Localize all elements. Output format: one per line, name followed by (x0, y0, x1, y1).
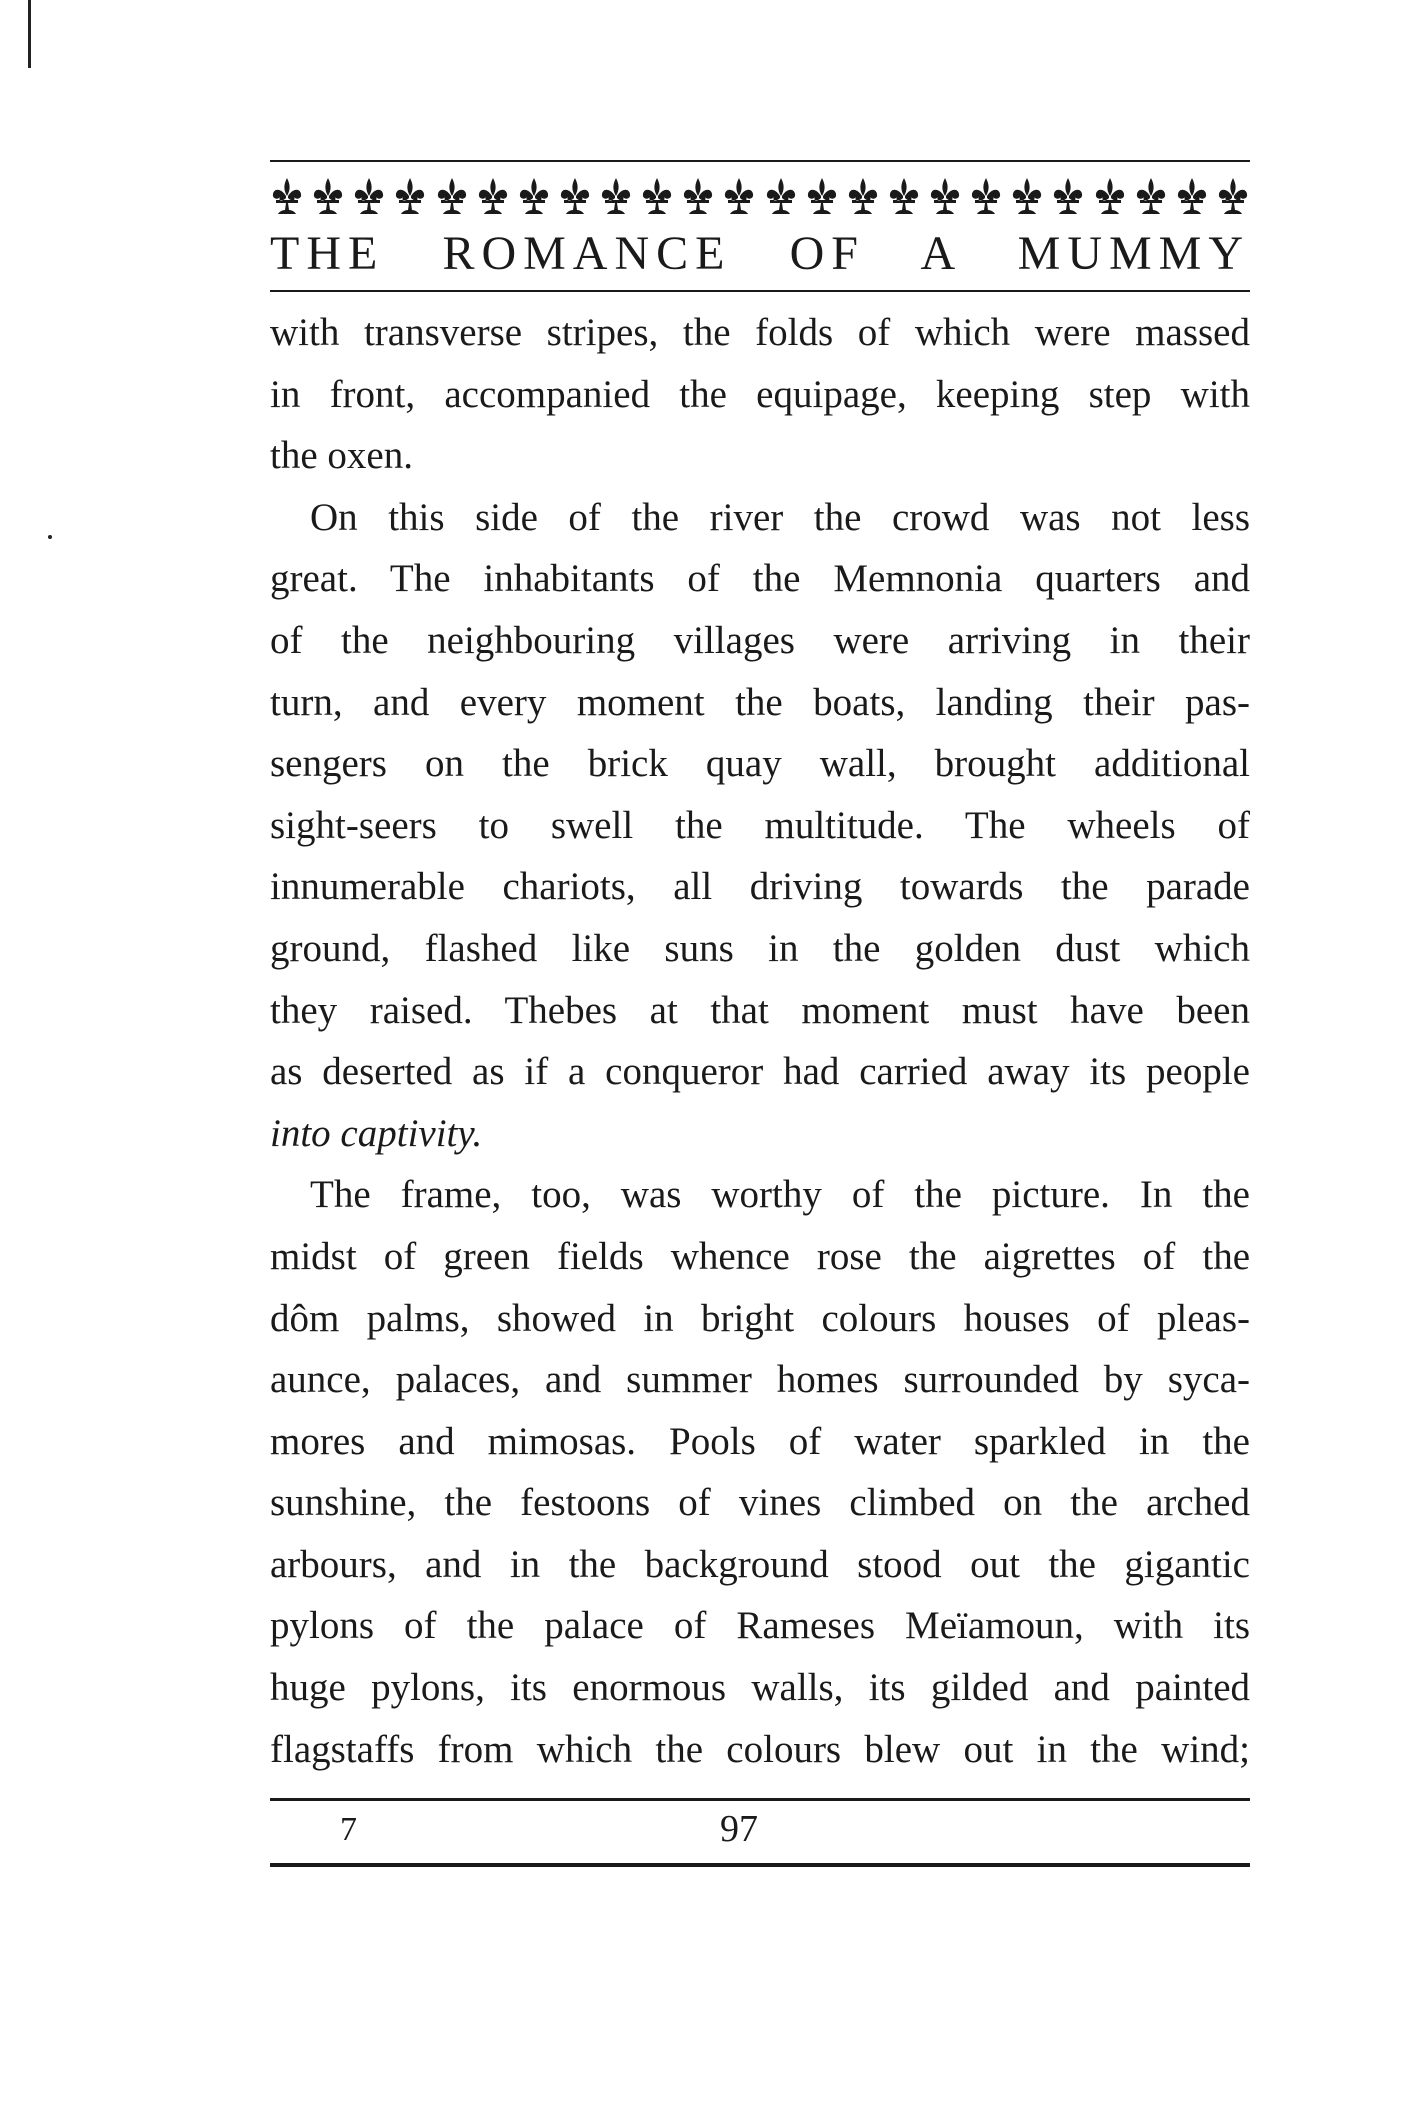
text-line: sunshine, the festoons of vines climbed on the arched (270, 1481, 1250, 1525)
footer-bottom-rule (270, 1863, 1250, 1867)
margin-mark-dot (48, 535, 52, 539)
text-line: The frame, too, was worthy of the picture. In the (310, 1173, 1250, 1217)
text-line: sengers on the brick quay wall, brought additional (270, 742, 1250, 786)
fleur-de-lis-icon (1134, 176, 1168, 216)
top-rule (270, 160, 1250, 162)
text-line: great. The inhabitants of the Memnonia quarters and (270, 557, 1250, 601)
signature-mark: 7 (340, 1811, 357, 1849)
text-line: of the neighbouring villages were arriving in their (270, 618, 1250, 662)
text-line: into captivity. (270, 1111, 483, 1155)
fleur-de-lis-icon (599, 176, 633, 216)
text-line: with transverse stripes, the folds of which were massed (270, 311, 1250, 354)
text-line: turn, and every moment the boats, landing their pas- (270, 680, 1250, 724)
text-line: the oxen. (270, 434, 413, 478)
text-line: huge pylons, its enormous walls, its gilded and painted (270, 1666, 1250, 1710)
fleur-de-lis-icon (270, 176, 304, 216)
fleur-de-lis-icon (1216, 176, 1250, 216)
text-line: pylons of the palace of Rameses Meïamoun, with its (270, 1604, 1250, 1648)
fleur-de-lis-icon (846, 176, 880, 216)
fleur-de-lis-icon (640, 176, 674, 216)
text-line: dôm palms, showed in bright colours houses of pleas- (270, 1296, 1250, 1340)
fleur-de-lis-icon (764, 176, 798, 216)
fleur-de-lis-icon (928, 176, 962, 216)
fleur-de-lis-icon (393, 176, 427, 216)
fleur-de-lis-icon (805, 176, 839, 216)
text-line: innumerable chariots, all driving towards the parade (270, 865, 1250, 909)
fleur-de-lis-icon (435, 176, 469, 216)
fleur-de-lis-icon (517, 176, 551, 216)
fleur-de-lis-icon (352, 176, 386, 216)
fleur-de-lis-icon (311, 176, 345, 216)
fleur-de-lis-icon (969, 176, 1003, 216)
paragraph-1 (270, 302, 1250, 487)
paragraph-3 (270, 1164, 1250, 1780)
text-line: flagstaffs from which the colours blew out in the wind; (270, 1727, 1250, 1771)
text-line: midst of green fields whence rose the aigrettes of the (270, 1234, 1250, 1278)
fleur-de-lis-icon (558, 176, 592, 216)
text-line: On this side of the river the crowd was not less (310, 495, 1250, 539)
fleur-de-lis-icon (476, 176, 510, 216)
fleur-de-lis-icon (1051, 176, 1085, 216)
text-line: mores and mimosas. Pools of water sparkled in the (270, 1419, 1250, 1463)
body-text (270, 302, 1250, 1780)
text-line: arbours, and in the background stood out the gigantic (270, 1542, 1250, 1586)
margin-mark-vertical (28, 0, 31, 68)
running-title: THE ROMANCE OF A MUMMY (270, 227, 1250, 280)
page-number: 97 (720, 1808, 758, 1851)
text-line: ground, flashed like suns in the golden dust which (270, 926, 1250, 970)
text-line: they raised. Thebes at that moment must have been (270, 988, 1250, 1032)
fleur-de-lis-icon (1175, 176, 1209, 216)
page-footer (270, 1801, 1250, 1863)
paragraph-2 (270, 487, 1250, 1165)
text-line: as deserted as if a conqueror had carried away its people (270, 1050, 1250, 1094)
fleur-de-lis-icon (887, 176, 921, 216)
text-line: in front, accompanied the equipage, keeping step with (270, 372, 1250, 416)
book-page (270, 160, 1250, 1867)
ornament-border (270, 176, 1250, 224)
header-rule (270, 290, 1250, 292)
text-line: aunce, palaces, and summer homes surrounded by syca- (270, 1358, 1250, 1402)
text-line: sight-seers to swell the multitude. The wheels of (270, 803, 1250, 847)
fleur-de-lis-icon (722, 176, 756, 216)
fleur-de-lis-icon (1093, 176, 1127, 216)
fleur-de-lis-icon (681, 176, 715, 216)
fleur-de-lis-icon (1010, 176, 1044, 216)
